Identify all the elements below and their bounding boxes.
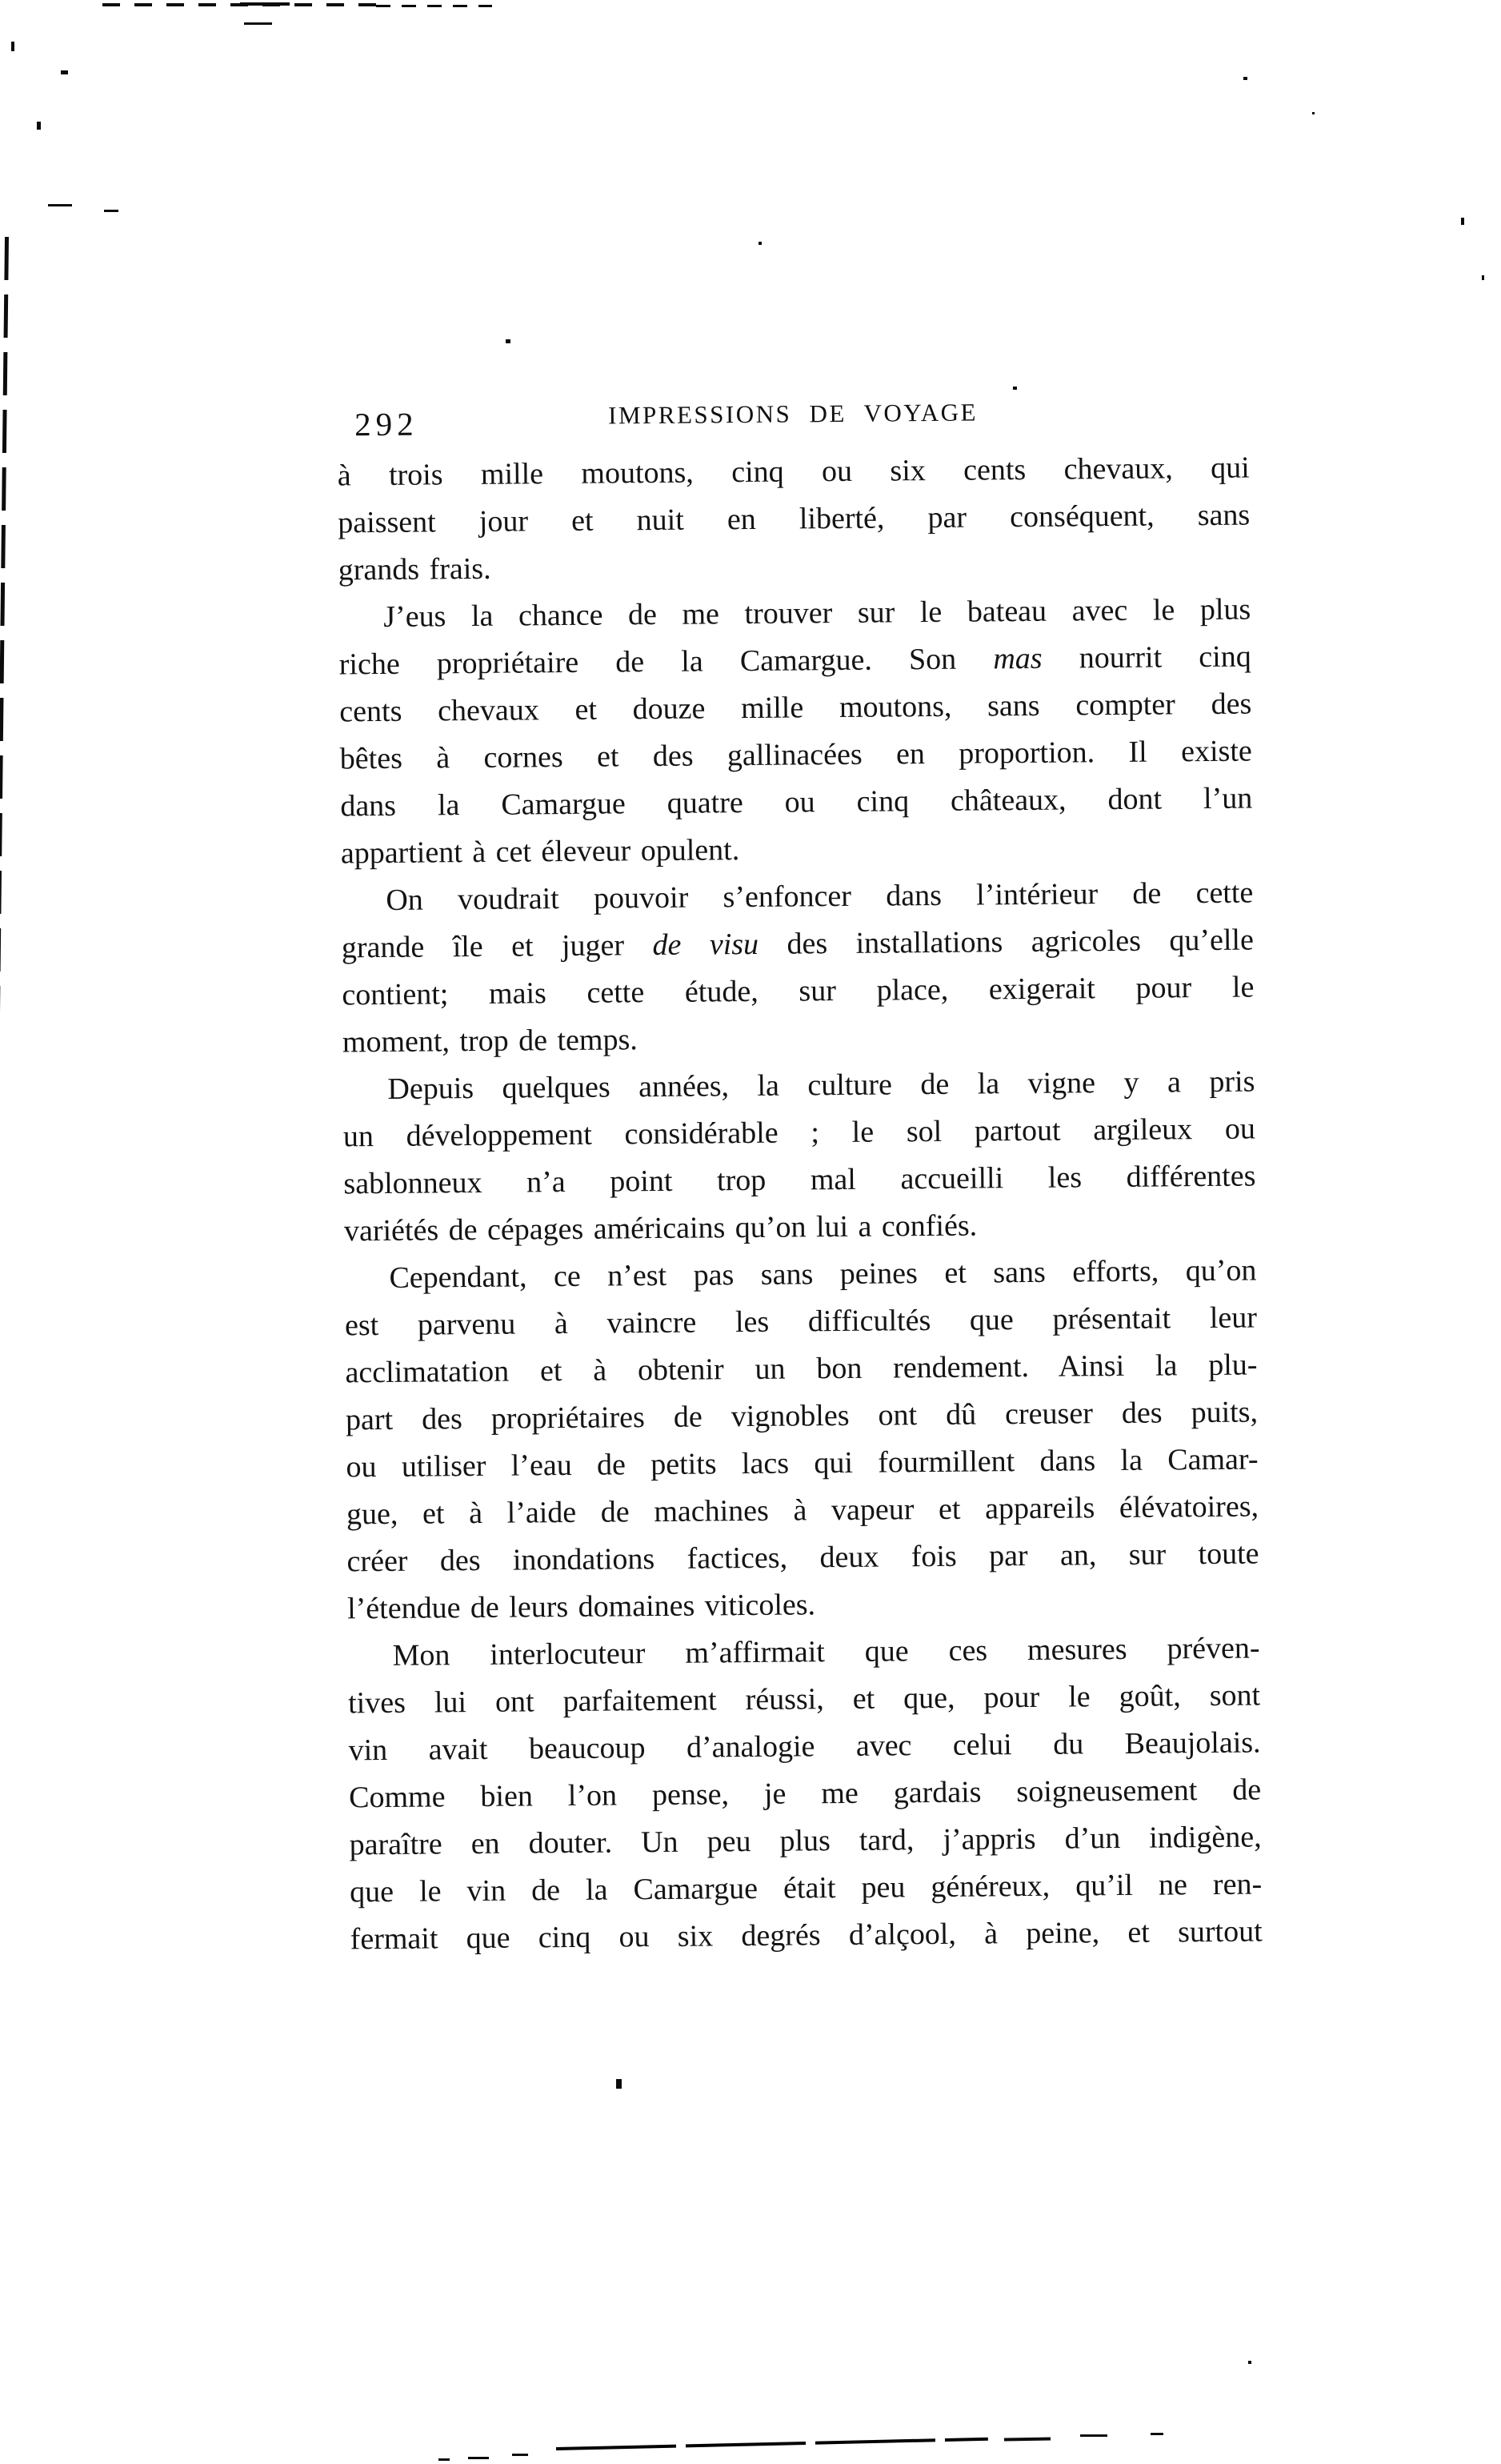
text-segment: dans la Camargue quatre ou cinq châteaux, dont l’un — [340, 781, 1253, 823]
text-segment: est parvenu à vaincre les difficultés que présentait leur — [344, 1300, 1258, 1343]
text-segment: bêtes à cornes et des gallinacées en proportion. Il existe — [339, 734, 1252, 776]
text-line — [347, 1625, 1259, 1680]
text-segment: cents chevaux et douze mille moutons, sans compter des — [339, 687, 1252, 729]
text-segment: un développement considérable ; le sol partout argileux ou — [342, 1112, 1256, 1154]
text-segment: On voudrait pouvoir s’enfoncer dans l’intérieur de cette — [386, 875, 1254, 917]
text-line — [345, 1341, 1257, 1396]
text-segment: fermait que cinq ou six degrés d’alçool, à peine, et surtout — [350, 1914, 1263, 1957]
text-segment: que le vin de la Camargue était peu généreux, qu’il ne ren- — [349, 1867, 1263, 1909]
text-segment: variétés de cépages américains qu’on lui a confiés. — [343, 1208, 978, 1248]
text-line — [350, 1861, 1262, 1916]
text-segment: riche propriétaire de la Camargue. Son — [338, 642, 994, 682]
text-line — [344, 1247, 1256, 1302]
text-segment: Mon interlocuteur m’affirmait que ces mesures préven- — [392, 1631, 1260, 1673]
text-segment: créer des inondations factices, deux fois par an, sur toute — [346, 1536, 1259, 1579]
italic-text: de visu — [652, 927, 759, 963]
text-line — [342, 1011, 1255, 1066]
text-line — [346, 1483, 1259, 1538]
text-line — [338, 539, 1251, 595]
text-line — [340, 775, 1252, 831]
text-line — [345, 1294, 1257, 1349]
text-segment: part des propriétaires de vignobles ont dû creuser des puits, — [345, 1395, 1259, 1437]
text-line — [348, 1719, 1260, 1774]
text-line — [342, 964, 1254, 1019]
text-segment: Cependant, ce n’est pas sans peines et sans efforts, qu’on — [389, 1253, 1257, 1295]
text-segment: contient; mais cette étude, sur place, exigerait pour le — [342, 970, 1255, 1012]
text-line — [338, 587, 1251, 642]
page-body — [337, 445, 1262, 1964]
text-segment: paraître en douter. Un peu plus tard, j’appris d’un indigène, — [349, 1820, 1262, 1862]
text-line — [341, 870, 1253, 925]
text-line — [350, 1908, 1262, 1963]
italic-text: mas — [993, 641, 1043, 676]
text-segment: Comme bien l’on pense, je me gardais soigneusement de — [348, 1773, 1262, 1815]
text-segment: gue, et à l’aide de machines à vapeur et appareils élévatoires, — [346, 1489, 1259, 1532]
text-segment: tives lui ont parfaitement réussi, et que, pour le goût, sont — [347, 1678, 1261, 1721]
text-line — [339, 681, 1251, 736]
text-segment: grands frais. — [338, 551, 491, 587]
text-line — [342, 916, 1254, 972]
text-line — [338, 492, 1250, 547]
text-segment: paissent jour et nuit en liberté, par conséquent, sans — [338, 498, 1251, 540]
text-line — [339, 634, 1251, 689]
text-line — [347, 1577, 1259, 1633]
text-line — [349, 1766, 1261, 1821]
text-line — [337, 445, 1249, 500]
text-segment: ou utiliser l’eau de petits lacs qui fourmillent dans la Camar- — [346, 1442, 1259, 1484]
text-line — [343, 1152, 1255, 1208]
text-segment: appartient à cet éleveur opulent. — [340, 833, 740, 871]
text-segment: nourrit cinq — [1042, 639, 1251, 675]
text-line — [343, 1105, 1255, 1160]
text-segment: moment, trop de temps. — [342, 1023, 638, 1060]
text-line — [341, 823, 1253, 878]
text-line — [349, 1813, 1261, 1869]
text-segment: à trois mille moutons, cinq ou six cents chevaux, qui — [337, 451, 1250, 493]
page-number: 292 — [354, 405, 418, 443]
text-segment: acclimatation et à obtenir un bon rendement. Ainsi la plu- — [345, 1348, 1258, 1390]
text-segment: grande île et juger — [341, 928, 653, 965]
text-segment: des installations agricoles qu’elle — [758, 923, 1255, 961]
text-segment: J’eus la chance de me trouver sur le bateau avec le plus — [383, 592, 1251, 634]
text-segment: l’étendue de leurs domaines viticoles. — [346, 1588, 816, 1626]
text-segment: vin avait beaucoup d’analogie avec celui du Beaujolais. — [348, 1725, 1261, 1768]
running-title: IMPRESSIONS DE VOYAGE — [608, 398, 979, 430]
text-segment: sablonneux n’a point trop mal accueilli les différentes — [343, 1159, 1256, 1201]
text-line — [340, 728, 1252, 783]
text-line — [346, 1530, 1259, 1585]
text-line — [344, 1200, 1256, 1255]
text-segment: Depuis quelques années, la culture de la vigne y a pris — [387, 1064, 1255, 1106]
text-line — [346, 1388, 1258, 1444]
text-line — [342, 1058, 1255, 1113]
text-line — [346, 1436, 1258, 1491]
text-line — [348, 1672, 1260, 1727]
